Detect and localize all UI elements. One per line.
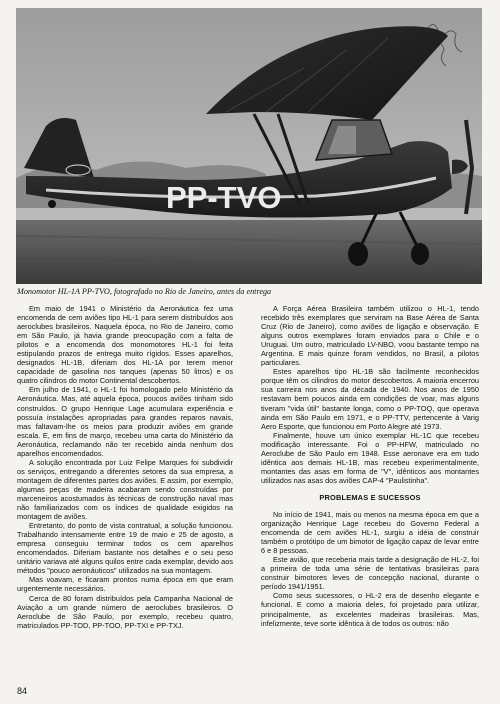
page-number: 84 (17, 686, 28, 696)
paragraph: No início de 1941, mais ou menos na mesma época em que a organização Henrique Lage recebeu do Governo Federal a encomenda de cem aviões HL-1, surgiu a idéia de construir também o protótipo de um bimotor de ligação capaz de levar entre 6 e 8 pessoas. (261, 509, 479, 556)
paragraph: A Força Aérea Brasileira também utilizou o HL-1, tendo recebido três exemplares que serviram na Base Aérea de Santa Cruz (Rio de Janeiro), como aviões de ligação e observação. E alguns outros exemplares foram enviados para o Chile e o Uruguai. Um outro, matriculado LV-NBO, voou bastante tempo na Argentina. E mais quinze foram vendidos, no Brasil, a pilotos particulares. (261, 304, 479, 368)
paragraph: Cerca de 80 foram distribuídos pela Campanha Nacional de Aviação a um grande número de aeroclubes brasileiros. O Aeroclube de São Paulo, por exemplo, recebeu quatro, matriculados PP-TOD, PP-TOO, PP-TXI e PP-TXJ. (17, 593, 233, 630)
photo-caption: Monomotor HL-1A PP-TVO, fotografado no Rio de Janeiro, antes da entrega (17, 287, 272, 296)
paragraph: Estes aparelhos tipo HL-1B são facilmente reconhecidos porque têm os cilindros do motor descobertos. A maioria encerrou sua carreira nos anos da década de 1940. Nos anos de 1950 restavam bem poucos ainda em condições de voar, mas alguns tiveram "vida útil" bastante longa, como o PP-TOQ, que operava ainda em São Paulo em 1971, e o PP-TTV, pertencente à Varig Aero Esporte, que funcionou em Porto Alegre até 1973. (261, 367, 479, 431)
section-heading: PROBLEMAS E SUCESSOS (319, 492, 421, 502)
monoplane-photo-illustration (16, 8, 482, 284)
paragraph: Em julho de 1941, o HL-1 foi homologado pelo Ministério da Aeronáutica. Mas, até aquela época, poucos aviões tinham sido construídos. O grupo Henrique Lage acumulara experiência e possuía instalações apropriadas para grandes reparos navais, mas faltavam-lhe os meios para produzir aviões em grande escala. E, em fins de março, recebeu uma carta do Ministério da Aeronáutica, reclamando não ter recebido ainda nenhum dos aparelhos encomendados. (17, 385, 233, 458)
aircraft-photo (16, 8, 482, 284)
paragraph: Este avião, que receberia mais tarde a designação de HL-2, foi a primeira de toda uma série de tentativas brasileiras para construir bimotores leves de concepção nacional, durante o período 1941/1951. (261, 555, 479, 592)
paragraph: Como seus sucessores, o HL-2 era de desenho elegante e funcional. E como a maioria deles, foi projetado para utilizar, principalmente, as excelentes madeiras brasileiras. Mas, infelizmente, teve sorte idêntica à de todos os outros: não (261, 591, 479, 628)
article-column-right (261, 304, 479, 628)
registration-marking: PP-TVO (166, 180, 282, 215)
article-column-left (17, 304, 233, 630)
paragraph: Mas voavam, e ficaram prontos numa época em que eram urgentemente necessários. (17, 575, 233, 594)
paragraph: Em maio de 1941 o Ministério da Aeronáutica fez uma encomenda de cem aviões tipo HL-1 para serem distribuídos aos aeroclubes brasileiros. Naquela época, no Rio de Janeiro, como em São Paulo, já havia grande preocupação com a falta de pilotos e a encomenda dos monomotores HL-1 foi feita estipulando prazos de entrega muito rígidos. Esses aparelhos, designados HL-1B, diferiam dos HL-1A por terem menor capacidade de gasolina nos tanques (apenas 50 litros) e os quatro cilindros do motor Continental descobertos. (17, 304, 233, 386)
paragraph: A solução encontrada por Luiz Felipe Marques foi subdividir os serviços, entregando a diferentes setores da sua empresa, a montagem de diferentes partes dos aviões. E assim, por exemplo, algumas peças de madeira acabaram sendo construídas por marceneiros acostumados às técnicas de construção naval mas não familiarizados com os índices de qualidade exigidos na montagem de aviões. (17, 457, 233, 522)
paragraph: Entretanto, do ponto de vista contratual, a solução funcionou. Trabalhando intensamente entre 19 de maio e 25 de agosto, a empresa conseguiu terminar todos os cem aparelhos encomendados. Diferiam bastante nos detalhes e o seu peso unitário variava até alguns quilos entre cada exemplar, devido aos métodos "pouco aeronáuticos" utilizados na sua montagem. (17, 521, 233, 576)
paragraph: Finalmente, houve um único exemplar HL-1C que recebeu modificação interessante. Foi o PP-HFW, matriculado no Aeroclube de São Paulo em 1948. Esse aeronave era em tudo idêntica aos demais HL-1B, mas recebeu experimentalmente, montantes das asas em forma de "V", idênticos aos montantes utilizados nas asas dos aviões CAP-4 "Paulistinha". (261, 430, 479, 485)
